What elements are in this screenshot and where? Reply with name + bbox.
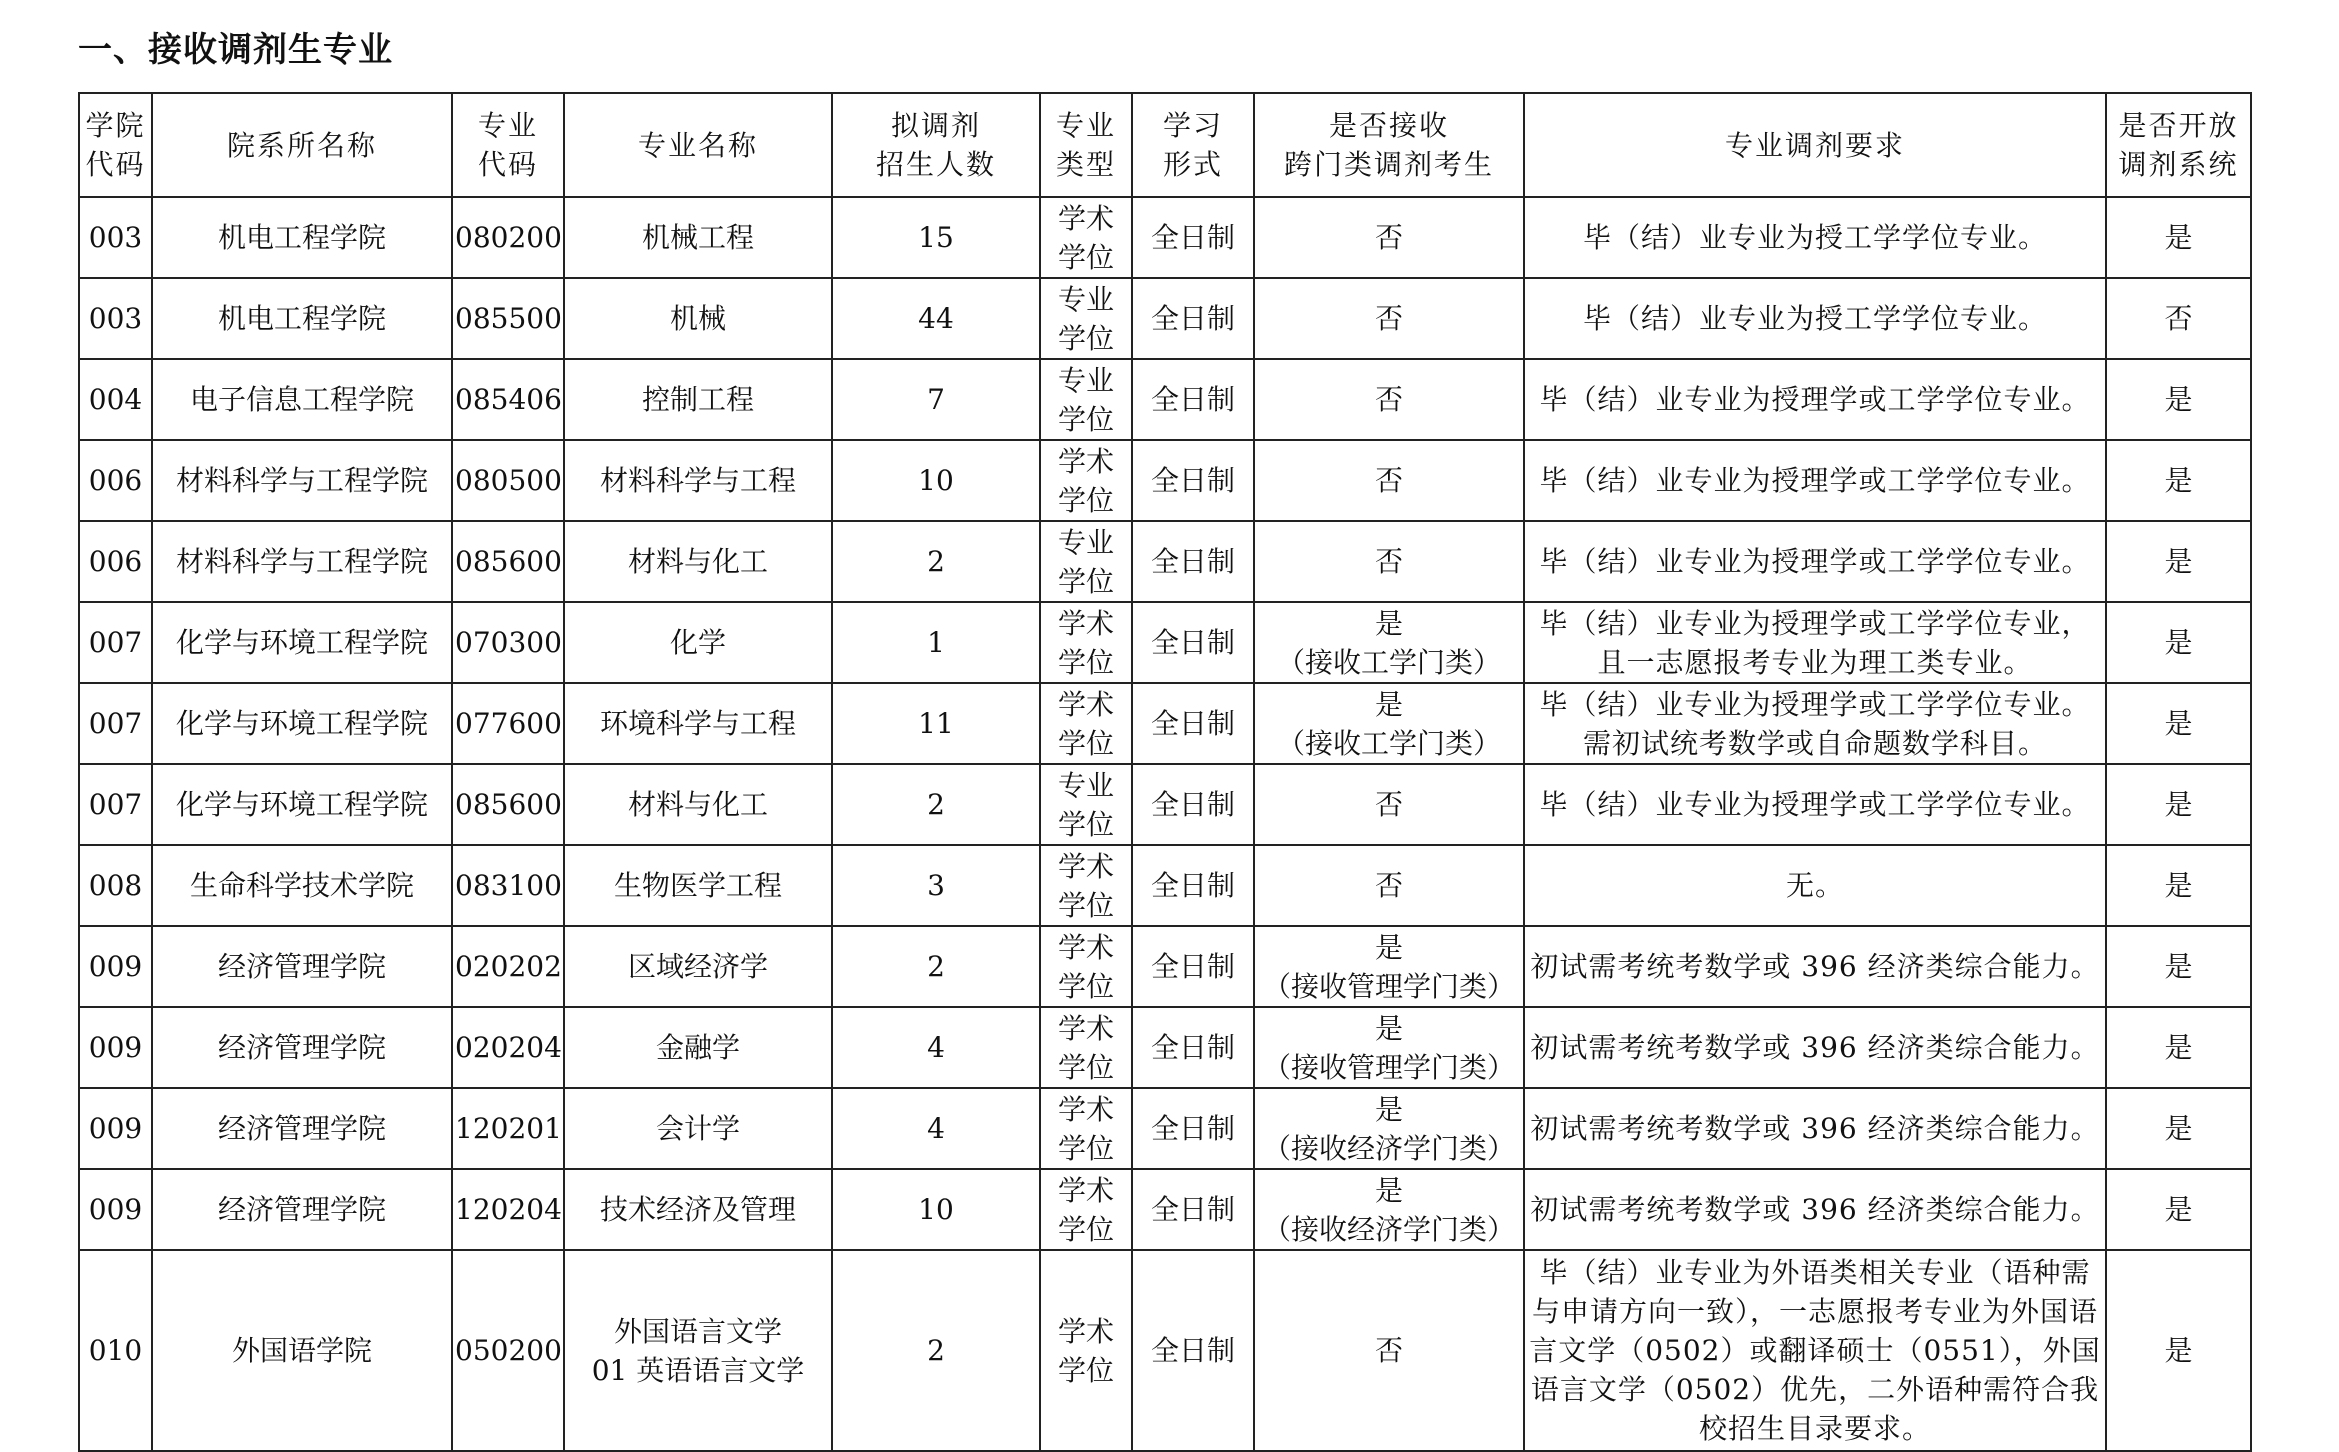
dept-name-cell: 材料科学与工程学院 xyxy=(152,440,452,521)
cross-discipline-cell xyxy=(1254,1250,1524,1451)
col-system-open-header xyxy=(2106,93,2251,197)
major-code-cell: 085500 xyxy=(452,278,564,359)
major-name-cell xyxy=(564,278,832,359)
section-title: 一、接收调剂生专业 xyxy=(78,30,393,70)
quota-cell: 2 xyxy=(832,764,1040,845)
major-type-cell-line: 学位 xyxy=(1057,564,1114,598)
table-row xyxy=(79,1250,2251,1451)
major-name-cell xyxy=(564,1088,832,1169)
quota-cell: 15 xyxy=(832,197,1040,278)
header-line: 调剂系统 xyxy=(2118,148,2239,181)
table-row xyxy=(79,764,2251,845)
cross-discipline-cell-line: 否 xyxy=(1374,464,1403,497)
major-code-cell: 085406 xyxy=(452,359,564,440)
major-type-cell xyxy=(1040,845,1132,926)
major-type-cell-line: 学位 xyxy=(1057,240,1114,274)
table-row xyxy=(79,926,2251,1007)
dept-code-cell: 009 xyxy=(79,1007,152,1088)
major-name-cell xyxy=(564,602,832,683)
major-type-cell-line: 学位 xyxy=(1057,483,1114,517)
major-name-cell xyxy=(564,764,832,845)
dept-name-cell: 经济管理学院 xyxy=(152,1169,452,1250)
table-header xyxy=(79,93,2251,197)
col-major-name-header xyxy=(564,93,832,197)
col-requirement-header xyxy=(1524,93,2106,197)
study-mode-cell: 全日制 xyxy=(1132,359,1254,440)
study-mode-cell: 全日制 xyxy=(1132,1007,1254,1088)
major-type-cell-line: 学位 xyxy=(1057,1353,1114,1387)
dept-name-cell: 机电工程学院 xyxy=(152,197,452,278)
col-major-type-header xyxy=(1040,93,1132,197)
dept-name-cell: 经济管理学院 xyxy=(152,1088,452,1169)
cross-discipline-cell xyxy=(1254,440,1524,521)
cross-discipline-cell-line: 是 xyxy=(1374,930,1403,964)
study-mode-cell: 全日制 xyxy=(1132,1088,1254,1169)
cross-discipline-cell xyxy=(1254,359,1524,440)
header-line: 形式 xyxy=(1162,148,1223,181)
major-type-cell-line: 学位 xyxy=(1057,1212,1114,1246)
major-name-cell xyxy=(564,197,832,278)
major-name-cell xyxy=(564,926,832,1007)
major-type-cell-line: 专业 xyxy=(1057,768,1114,802)
major-name-cell-line: 环境科学与工程 xyxy=(599,707,796,740)
system-open-cell: 是 xyxy=(2106,764,2251,845)
cross-discipline-cell-line: 是 xyxy=(1374,606,1403,640)
table-body xyxy=(79,197,2251,1451)
dept-code-cell: 009 xyxy=(79,926,152,1007)
study-mode-cell: 全日制 xyxy=(1132,845,1254,926)
requirement-cell: 初试需考统考数学或 396 经济类综合能力。 xyxy=(1524,926,2106,1007)
major-type-cell-line: 学位 xyxy=(1057,726,1114,760)
major-type-cell xyxy=(1040,926,1132,1007)
header-line: 跨门类调剂考生 xyxy=(1283,148,1494,181)
table-row xyxy=(79,602,2251,683)
cross-discipline-cell-line: （接收经济学门类） xyxy=(1262,1131,1515,1165)
cross-discipline-cell-line: 否 xyxy=(1374,1334,1403,1367)
cross-discipline-cell-line: （接收工学门类） xyxy=(1276,726,1501,760)
requirement-cell: 毕（结）业专业为授工学学位专业。 xyxy=(1524,278,2106,359)
system-open-cell: 是 xyxy=(2106,1088,2251,1169)
dept-name-cell: 经济管理学院 xyxy=(152,1007,452,1088)
dept-name-cell: 机电工程学院 xyxy=(152,278,452,359)
major-name-cell xyxy=(564,440,832,521)
col-study-mode-header xyxy=(1132,93,1254,197)
col-dept-name-header xyxy=(152,93,452,197)
system-open-cell: 是 xyxy=(2106,1250,2251,1451)
dept-name-cell: 化学与环境工程学院 xyxy=(152,683,452,764)
major-type-cell xyxy=(1040,521,1132,602)
cross-discipline-cell-line: 否 xyxy=(1374,869,1403,902)
study-mode-cell: 全日制 xyxy=(1132,521,1254,602)
major-type-cell xyxy=(1040,197,1132,278)
cross-discipline-cell xyxy=(1254,764,1524,845)
adjustment-majors-table xyxy=(78,92,2252,1452)
major-name-cell-line: 控制工程 xyxy=(641,383,754,416)
header-line: 专业名称 xyxy=(637,128,758,162)
quota-cell: 10 xyxy=(832,1169,1040,1250)
study-mode-cell: 全日制 xyxy=(1132,926,1254,1007)
major-name-cell-line: 机械工程 xyxy=(641,221,754,254)
col-quota-header xyxy=(832,93,1040,197)
dept-code-cell: 007 xyxy=(79,602,152,683)
major-type-cell-line: 学术 xyxy=(1057,1011,1114,1045)
major-code-cell: 020202 xyxy=(452,926,564,1007)
system-open-cell: 是 xyxy=(2106,845,2251,926)
system-open-cell: 是 xyxy=(2106,1007,2251,1088)
major-type-cell xyxy=(1040,1169,1132,1250)
requirement-cell: 毕（结）业专业为授理学或工学学位专业。 xyxy=(1524,359,2106,440)
dept-name-cell: 化学与环境工程学院 xyxy=(152,602,452,683)
col-major-code-header xyxy=(452,93,564,197)
major-type-cell-line: 学术 xyxy=(1057,930,1114,964)
major-type-cell xyxy=(1040,764,1132,845)
cross-discipline-cell xyxy=(1254,521,1524,602)
major-name-cell-line: 材料与化工 xyxy=(627,545,768,578)
header-line: 学院 xyxy=(85,109,146,142)
dept-code-cell: 006 xyxy=(79,521,152,602)
quota-cell: 7 xyxy=(832,359,1040,440)
major-type-cell-line: 学位 xyxy=(1057,888,1114,922)
dept-code-cell: 004 xyxy=(79,359,152,440)
major-code-cell: 080200 xyxy=(452,197,564,278)
major-code-cell: 050200 xyxy=(452,1250,564,1451)
cross-discipline-cell-line: 是 xyxy=(1374,1092,1403,1126)
cross-discipline-cell-line: 否 xyxy=(1374,545,1403,578)
system-open-cell: 是 xyxy=(2106,926,2251,1007)
requirement-cell: 初试需考统考数学或 396 经济类综合能力。 xyxy=(1524,1169,2106,1250)
table-row xyxy=(79,278,2251,359)
requirement-cell: 毕（结）业专业为授理学或工学学位专业。 xyxy=(1524,521,2106,602)
dept-name-cell: 生命科学技术学院 xyxy=(152,845,452,926)
quota-cell: 4 xyxy=(832,1088,1040,1169)
dept-name-cell: 电子信息工程学院 xyxy=(152,359,452,440)
major-name-cell-line: 会计学 xyxy=(655,1112,740,1145)
cross-discipline-cell xyxy=(1254,602,1524,683)
major-name-cell-line: 化学 xyxy=(669,626,726,659)
cross-discipline-cell xyxy=(1254,683,1524,764)
major-type-cell-line: 学位 xyxy=(1057,1131,1114,1165)
study-mode-cell: 全日制 xyxy=(1132,683,1254,764)
cross-discipline-cell-line: 是 xyxy=(1374,1011,1403,1045)
table-row xyxy=(79,845,2251,926)
header-line: 专业调剂要求 xyxy=(1724,128,1905,162)
major-code-cell: 070300 xyxy=(452,602,564,683)
quota-cell: 3 xyxy=(832,845,1040,926)
major-type-cell-line: 学位 xyxy=(1057,321,1114,355)
system-open-cell: 是 xyxy=(2106,359,2251,440)
cross-discipline-cell xyxy=(1254,845,1524,926)
col-cross-discipline-header xyxy=(1254,93,1524,197)
dept-name-cell: 材料科学与工程学院 xyxy=(152,521,452,602)
system-open-cell: 是 xyxy=(2106,602,2251,683)
dept-code-cell: 003 xyxy=(79,197,152,278)
major-name-cell xyxy=(564,845,832,926)
study-mode-cell: 全日制 xyxy=(1132,1169,1254,1250)
major-type-cell-line: 学术 xyxy=(1057,606,1114,640)
major-code-cell: 085600 xyxy=(452,764,564,845)
major-type-cell-line: 学术 xyxy=(1057,444,1114,478)
cross-discipline-cell-line: （接收管理学门类） xyxy=(1262,969,1515,1003)
cross-discipline-cell-line: 是 xyxy=(1374,1173,1403,1207)
cross-discipline-cell-line: 否 xyxy=(1374,788,1403,821)
major-name-cell xyxy=(564,683,832,764)
col-dept-code-header xyxy=(79,93,152,197)
major-name-cell xyxy=(564,1169,832,1250)
requirement-cell: 毕（结）业专业为授理学或工学学位专业。 xyxy=(1524,440,2106,521)
major-type-cell-line: 学位 xyxy=(1057,1050,1114,1084)
major-code-cell: 080500 xyxy=(452,440,564,521)
major-type-cell xyxy=(1040,359,1132,440)
table-row xyxy=(79,440,2251,521)
header-line: 招生人数 xyxy=(875,148,996,181)
dept-code-cell: 009 xyxy=(79,1169,152,1250)
major-type-cell xyxy=(1040,683,1132,764)
table-row xyxy=(79,1088,2251,1169)
major-name-cell-line: 01 英语语言文学 xyxy=(591,1353,805,1387)
header-line: 代码 xyxy=(477,148,538,181)
table-row xyxy=(79,1169,2251,1250)
header-line: 学习 xyxy=(1162,109,1223,142)
cross-discipline-cell-line: 否 xyxy=(1374,302,1403,335)
dept-code-cell: 007 xyxy=(79,764,152,845)
header-line: 拟调剂 xyxy=(890,109,981,142)
study-mode-cell: 全日制 xyxy=(1132,602,1254,683)
header-line: 专业 xyxy=(477,109,538,142)
dept-code-cell: 006 xyxy=(79,440,152,521)
major-type-cell xyxy=(1040,1088,1132,1169)
quota-cell: 11 xyxy=(832,683,1040,764)
study-mode-cell: 全日制 xyxy=(1132,278,1254,359)
table-row xyxy=(79,359,2251,440)
header-line: 是否开放 xyxy=(2118,109,2239,142)
system-open-cell: 是 xyxy=(2106,440,2251,521)
major-type-cell-line: 学术 xyxy=(1057,1092,1114,1126)
quota-cell: 4 xyxy=(832,1007,1040,1088)
dept-name-cell: 经济管理学院 xyxy=(152,926,452,1007)
major-type-cell xyxy=(1040,440,1132,521)
cross-discipline-cell-line: （接收管理学门类） xyxy=(1262,1050,1515,1084)
requirement-cell: 毕（结）业专业为授理学或工学学位专业。 xyxy=(1524,764,2106,845)
cross-discipline-cell xyxy=(1254,1007,1524,1088)
requirement-cell: 毕（结）业专业为授理学或工学学位专业。需初试统考数学或自命题数学科目。 xyxy=(1524,683,2106,764)
requirement-cell: 毕（结）业专业为授理学或工学学位专业，且一志愿报考专业为理工类专业。 xyxy=(1524,602,2106,683)
major-type-cell-line: 学术 xyxy=(1057,1314,1114,1348)
dept-code-cell: 003 xyxy=(79,278,152,359)
major-name-cell xyxy=(564,521,832,602)
major-name-cell-line: 材料科学与工程 xyxy=(599,464,796,497)
header-line: 院系所名称 xyxy=(226,128,377,162)
major-type-cell-line: 学术 xyxy=(1057,849,1114,883)
major-type-cell xyxy=(1040,1250,1132,1451)
quota-cell: 2 xyxy=(832,926,1040,1007)
dept-code-cell: 007 xyxy=(79,683,152,764)
cross-discipline-cell xyxy=(1254,1169,1524,1250)
system-open-cell: 是 xyxy=(2106,1169,2251,1250)
header-line: 是否接收 xyxy=(1328,109,1449,142)
cross-discipline-cell-line: 是 xyxy=(1374,687,1403,721)
major-type-cell-line: 专业 xyxy=(1057,282,1114,316)
major-name-cell-line: 生物医学工程 xyxy=(613,869,782,902)
cross-discipline-cell-line: 否 xyxy=(1374,383,1403,416)
quota-cell: 10 xyxy=(832,440,1040,521)
cross-discipline-cell xyxy=(1254,926,1524,1007)
major-name-cell-line: 区域经济学 xyxy=(627,950,768,983)
major-code-cell: 020204 xyxy=(452,1007,564,1088)
major-name-cell-line: 金融学 xyxy=(655,1031,740,1064)
table-row xyxy=(79,197,2251,278)
major-name-cell-line: 外国语言文学 xyxy=(613,1314,782,1348)
major-type-cell-line: 学位 xyxy=(1057,402,1114,436)
study-mode-cell: 全日制 xyxy=(1132,1250,1254,1451)
major-name-cell-line: 技术经济及管理 xyxy=(599,1193,796,1226)
major-code-cell: 120204 xyxy=(452,1169,564,1250)
table-row xyxy=(79,1007,2251,1088)
cross-discipline-cell xyxy=(1254,278,1524,359)
quota-cell: 2 xyxy=(832,521,1040,602)
major-type-cell-line: 学术 xyxy=(1057,687,1114,721)
requirement-cell: 无。 xyxy=(1524,845,2106,926)
major-type-cell xyxy=(1040,1007,1132,1088)
major-code-cell: 085600 xyxy=(452,521,564,602)
major-type-cell-line: 学位 xyxy=(1057,645,1114,679)
dept-code-cell: 010 xyxy=(79,1250,152,1451)
major-name-cell xyxy=(564,359,832,440)
major-type-cell-line: 学术 xyxy=(1057,1173,1114,1207)
study-mode-cell: 全日制 xyxy=(1132,764,1254,845)
dept-code-cell: 009 xyxy=(79,1088,152,1169)
table-row xyxy=(79,683,2251,764)
system-open-cell: 否 xyxy=(2106,278,2251,359)
dept-code-cell: 008 xyxy=(79,845,152,926)
system-open-cell: 是 xyxy=(2106,683,2251,764)
header-line: 类型 xyxy=(1055,148,1116,181)
study-mode-cell: 全日制 xyxy=(1132,197,1254,278)
major-code-cell: 083100 xyxy=(452,845,564,926)
major-code-cell: 077600 xyxy=(452,683,564,764)
cross-discipline-cell xyxy=(1254,1088,1524,1169)
major-type-cell-line: 学术 xyxy=(1057,201,1114,235)
major-name-cell-line: 机械 xyxy=(669,302,726,335)
quota-cell: 1 xyxy=(832,602,1040,683)
dept-name-cell: 外国语学院 xyxy=(152,1250,452,1451)
system-open-cell: 是 xyxy=(2106,521,2251,602)
requirement-cell: 毕（结）业专业为授工学学位专业。 xyxy=(1524,197,2106,278)
system-open-cell: 是 xyxy=(2106,197,2251,278)
cross-discipline-cell xyxy=(1254,197,1524,278)
table-row xyxy=(79,521,2251,602)
major-type-cell-line: 专业 xyxy=(1057,525,1114,559)
requirement-cell: 初试需考统考数学或 396 经济类综合能力。 xyxy=(1524,1088,2106,1169)
major-name-cell-line: 材料与化工 xyxy=(627,788,768,821)
requirement-cell: 初试需考统考数学或 396 经济类综合能力。 xyxy=(1524,1007,2106,1088)
cross-discipline-cell-line: （接收工学门类） xyxy=(1276,645,1501,679)
major-name-cell xyxy=(564,1250,832,1451)
dept-name-cell: 化学与环境工程学院 xyxy=(152,764,452,845)
cross-discipline-cell-line: （接收经济学门类） xyxy=(1262,1212,1515,1246)
major-type-cell xyxy=(1040,278,1132,359)
major-type-cell-line: 专业 xyxy=(1057,363,1114,397)
study-mode-cell: 全日制 xyxy=(1132,440,1254,521)
major-type-cell-line: 学位 xyxy=(1057,807,1114,841)
cross-discipline-cell-line: 否 xyxy=(1374,221,1403,254)
quota-cell: 2 xyxy=(832,1250,1040,1451)
header-line: 专业 xyxy=(1055,109,1116,142)
major-type-cell-line: 学位 xyxy=(1057,969,1114,1003)
major-type-cell xyxy=(1040,602,1132,683)
major-name-cell xyxy=(564,1007,832,1088)
major-code-cell: 120201 xyxy=(452,1088,564,1169)
quota-cell: 44 xyxy=(832,278,1040,359)
header-line: 代码 xyxy=(85,148,146,181)
requirement-cell: 毕（结）业专业为外语类相关专业（语种需与申请方向一致），一志愿报考专业为外国语言文学（0502）或翻译硕士（0551），外国语言文学（0502）优先，二外语种需符合我校招生目录要求。 xyxy=(1524,1250,2106,1451)
